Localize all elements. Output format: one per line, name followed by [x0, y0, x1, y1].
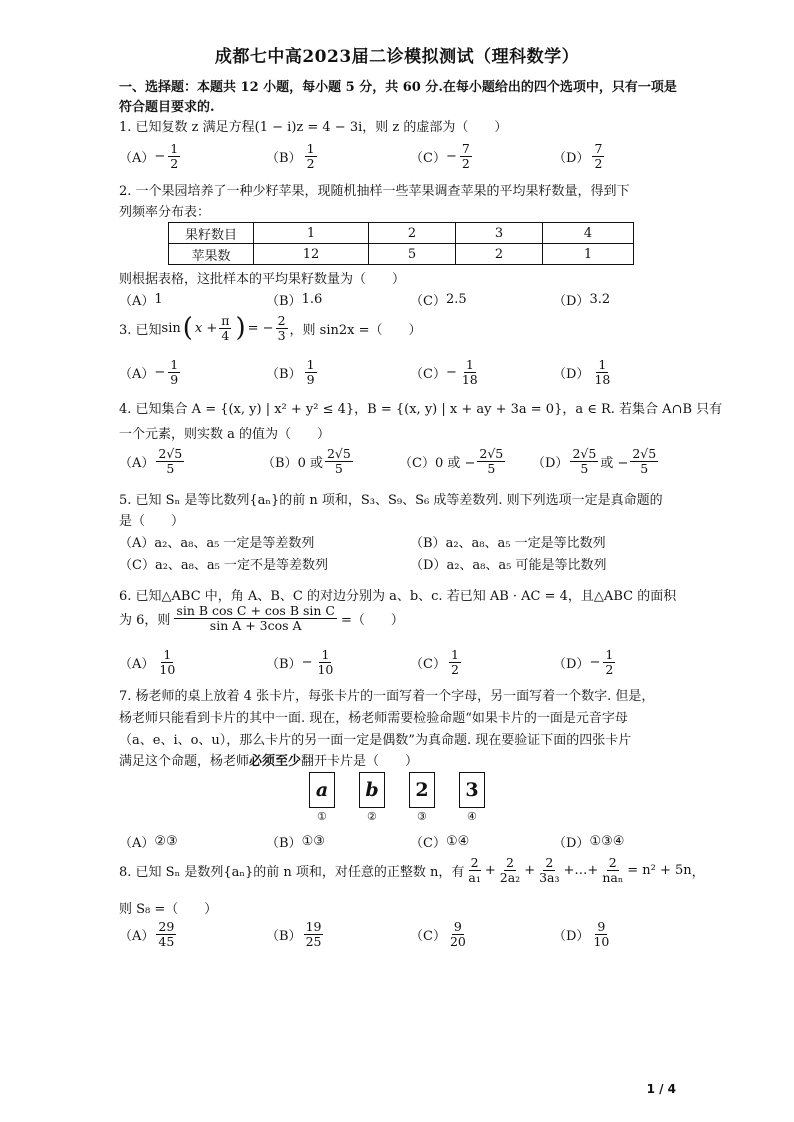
- section-heading: 一、选择题：本题共 12 小题，每小题 5 分，共 60 分.在每小题给出的四个选项中，只有一项是: [119, 80, 677, 95]
- question-2-prompt: 则根据表格，这批样本的平均果籽数量为（ ）: [119, 272, 406, 287]
- question-1: [119, 116, 507, 135]
- q4-option-a[interactable]: （A） $\frac{2√5}{5}$: [119, 446, 183, 476]
- q8-option-c[interactable]: （C） $\frac{9}{20}$: [410, 919, 466, 949]
- section-heading-cont: 符合题目要求的.: [119, 100, 215, 115]
- q3-option-c[interactable]: （C） − $\frac{1}{18}$: [410, 357, 478, 387]
- card-2[interactable]: 2: [409, 772, 435, 808]
- question-6: 6. 已知△ABC 中，角 A、B、C 的对边分别为 a、b、c. 若已知 AB · AC = 4，且△ABC 的面积: [119, 589, 677, 604]
- question-5: 5. 已知 Sₙ 是等比数列{aₙ}的前 n 项和，S₃、S₉、S₆ 成等差数列. 则下列选项一定是真命题的: [119, 493, 663, 508]
- q2-option-d[interactable]: （D） 3.2: [553, 292, 611, 309]
- q5-option-b[interactable]: （B） a₂、a₈、a₅ 一定是等比数列: [410, 536, 606, 551]
- q2-option-b[interactable]: （B） 1.6: [266, 292, 323, 309]
- card-b[interactable]: b: [359, 772, 385, 808]
- q1-option-a[interactable]: （A） − $\frac{1}{2}$: [119, 141, 179, 171]
- frequency-table: [168, 222, 634, 265]
- question-8-cont: 则 S₈ =（ ）: [119, 902, 218, 917]
- q4-option-c[interactable]: （C） 0 或 − $\frac{2√5}{5}$: [399, 446, 504, 476]
- q6-option-d[interactable]: （D） − $\frac{1}{2}$: [553, 647, 614, 677]
- page-number: 1 / 4: [646, 1082, 676, 1096]
- q1-option-d[interactable]: （D） $\frac{7}{2}$: [553, 141, 603, 171]
- q4-option-d[interactable]: （D） $\frac{2√5}{5}$ 或 − $\frac{2√5}{5}$: [532, 446, 657, 476]
- q6-option-b[interactable]: （B） − $\frac{1}{10}$: [266, 647, 334, 677]
- q1-text: 1. 已知复数 z 满足方程: [119, 120, 255, 135]
- q8-option-a[interactable]: （A） $\frac{29}{45}$: [119, 919, 175, 949]
- table-row: 果籽数目 1 2 3 4: [169, 223, 634, 244]
- q7-option-b[interactable]: （B） ①③: [266, 834, 325, 851]
- question-7: 7. 杨老师的桌上放着 4 张卡片，每张卡片的一面写着一个字母，另一面写着一个数字. 但是，: [119, 689, 655, 704]
- q7-option-c[interactable]: （C） ①④: [410, 834, 470, 851]
- question-5-cont: 是（ ）: [119, 514, 185, 529]
- q1-equation: (1 − i)z = 4 − 3i: [254, 120, 363, 135]
- q6-option-a[interactable]: （A） $\frac{1}{10}$: [119, 647, 176, 677]
- question-6-cont: 为 6，则 $\frac{\text{sin B cos C + cos B sin C}}{\text{sin A + 3cos A}}$ =（ ）: [119, 603, 404, 633]
- question-4-cont: 一个元素，则实数 a 的值为（ ）: [119, 427, 331, 442]
- question-7-cont-1: 杨老师只能看到卡片的其中一面. 现在，杨老师需要检验命题“如果卡片的一面是元音字母: [119, 711, 628, 726]
- card-marker: ③: [417, 810, 427, 823]
- q3-option-a[interactable]: （A） − $\frac{1}{9}$: [119, 357, 179, 387]
- q5-option-c[interactable]: （C） a₂、a₈、a₅ 一定不是等差数列: [119, 558, 328, 573]
- q6-option-c[interactable]: （C） $\frac{1}{2}$: [410, 647, 459, 677]
- q3-option-b[interactable]: （B） $\frac{1}{9}$: [266, 357, 315, 387]
- q5-option-d[interactable]: （D） a₂、a₈、a₅ 可能是等比数列: [410, 558, 607, 573]
- card-marker: ①: [317, 810, 327, 823]
- q1-text-end: ，则 z 的虚部为（ ）: [362, 120, 508, 135]
- question-2: 2. 一个果园培养了一种少籽苹果，现随机抽样一些苹果调查苹果的平均果籽数量，得到下: [119, 184, 630, 199]
- q2-option-c[interactable]: （C） 2.5: [410, 292, 467, 309]
- question-3: 3. 已知 sin ( x + $\frac{\pi}{4}$ ) = − $\frac{2}{3}$ ，则 sin2x =（ ）: [119, 312, 422, 343]
- question-2-cont: 列频率分布表：: [119, 205, 211, 220]
- q7-option-a[interactable]: （A） ②③: [119, 834, 178, 851]
- q7-option-d[interactable]: （D） ①③④: [553, 834, 625, 851]
- card-3[interactable]: 3: [459, 772, 485, 808]
- page-title: 成都七中高2023届二诊模拟测试（理科数学）: [214, 47, 580, 67]
- q2-option-a[interactable]: （A） 1: [119, 292, 163, 309]
- q8-option-b[interactable]: （B） $\frac{19}{25}$: [266, 919, 322, 949]
- q1-option-b[interactable]: （B） $\frac{1}{2}$: [266, 141, 315, 171]
- question-4: 4. 已知集合 A = {(x, y) | x² + y² ≤ 4}，B = {(x, y) | x + ay + 3a = 0}，a ∈ R. 若集合 A∩B 只有: [119, 402, 723, 417]
- card-a[interactable]: a: [309, 772, 335, 808]
- card-marker: ②: [367, 810, 377, 823]
- question-7-cont-3: 满足这个命题，杨老师必须至少翻开卡片是（ ）: [119, 754, 419, 769]
- table-row: 苹果数 12 5 2 1: [169, 244, 634, 265]
- question-8: 8. 已知 Sₙ 是数列{aₙ}的前 n 项和，对任意的正整数 n，有 $\frac{2}{\text{a₁}}$ + $\frac{2}{\text{2a₂}}$ + $\frac{2}{\text{3a₃}}$ +…+ $\frac{2}{\text{naₙ}}$ = n² + 5n ，: [119, 855, 705, 885]
- question-7-cont-2: （a、e、i、o、u），那么卡片的另一面一定是偶数”为真命题. 现在要验证下面的四张卡片: [119, 733, 632, 748]
- q5-option-a[interactable]: （A） a₂、a₈、a₅ 一定是等差数列: [119, 536, 315, 551]
- card-marker: ④: [467, 810, 477, 823]
- emphasis-text: 必须至少: [249, 754, 302, 769]
- q3-option-d[interactable]: （D） $\frac{1}{18}$: [553, 357, 611, 387]
- q8-option-d[interactable]: （D） $\frac{9}{10}$: [553, 919, 610, 949]
- q4-option-b[interactable]: （B） 0 或 $\frac{2√5}{5}$: [262, 446, 351, 476]
- q1-option-c[interactable]: （C） − $\frac{7}{2}$: [410, 141, 470, 171]
